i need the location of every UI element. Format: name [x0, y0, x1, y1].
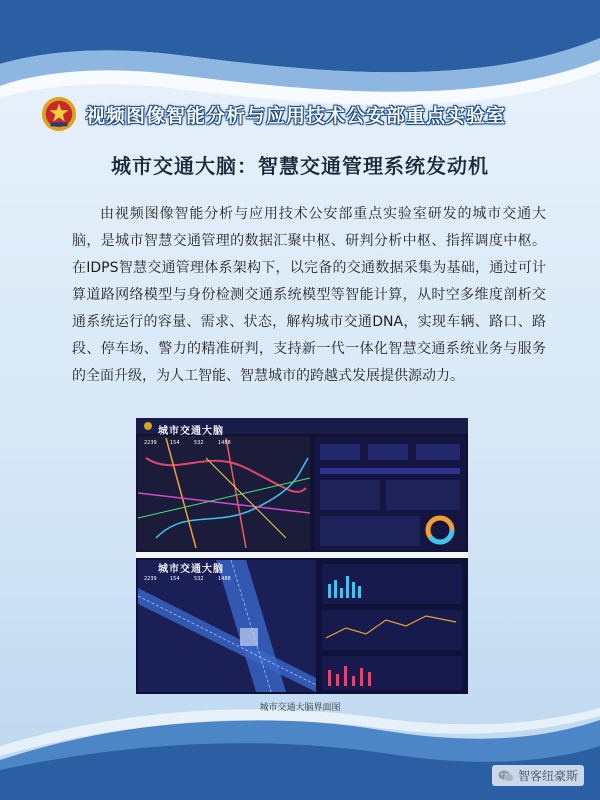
wechat-icon: [498, 769, 514, 783]
account-name: 智客纽豪斯: [517, 769, 578, 783]
article-body: 由视频图像智能分析与应用技术公安部重点实验室研发的城市交通大脑，是城市智慧交通管理的数据汇聚中枢、研判分析中枢、指挥调度中枢。在IDPS智慧交通管理体系架构下，以完备的交通数据采集为基础，通过可计算道路网络模型与身份检测交通系统模型等智能计算，从时空多维度剖析交通系统运行的容量、需求、状态，解构城市交通DNA，实现车辆、路口、路段、停车场、警力的精准研判，支持新一代一体化智慧交通系统业务与服务的全面升级，为人工智能、智慧城市的跨越式发展提供源动力。: [72, 206, 546, 384]
article-title: 城市交通大脑：智慧交通管理系统发动机: [111, 154, 489, 178]
dashboard-app-title: 城市交通大脑: [158, 564, 224, 575]
figure-caption: 城市交通大脑界面图: [259, 703, 341, 713]
dashboard-top-graphic: [136, 418, 468, 552]
header: [40, 92, 580, 136]
stat-value: 532: [194, 440, 204, 446]
dashboard-app-title: 城市交通大脑: [158, 426, 224, 437]
stat-value: 154: [170, 576, 180, 582]
stat-value: 2239: [144, 440, 157, 446]
stat-value: 2239: [144, 576, 157, 582]
stat-value: 1488: [218, 576, 231, 582]
stat-value: 154: [170, 440, 180, 446]
dashboard-bottom-graphic: [136, 558, 468, 694]
stat-value: 532: [194, 576, 204, 582]
stat-value: 1488: [218, 440, 231, 446]
dashboard-screen-bottom: [136, 558, 468, 694]
header-title: 视频图像智能分析与应用技术公安部重点实验室: [86, 104, 507, 127]
dashboard-figure: [136, 418, 468, 694]
dashboard-screen-top: [136, 418, 468, 552]
police-emblem-icon: [40, 95, 78, 133]
wechat-account-badge[interactable]: [492, 765, 584, 786]
